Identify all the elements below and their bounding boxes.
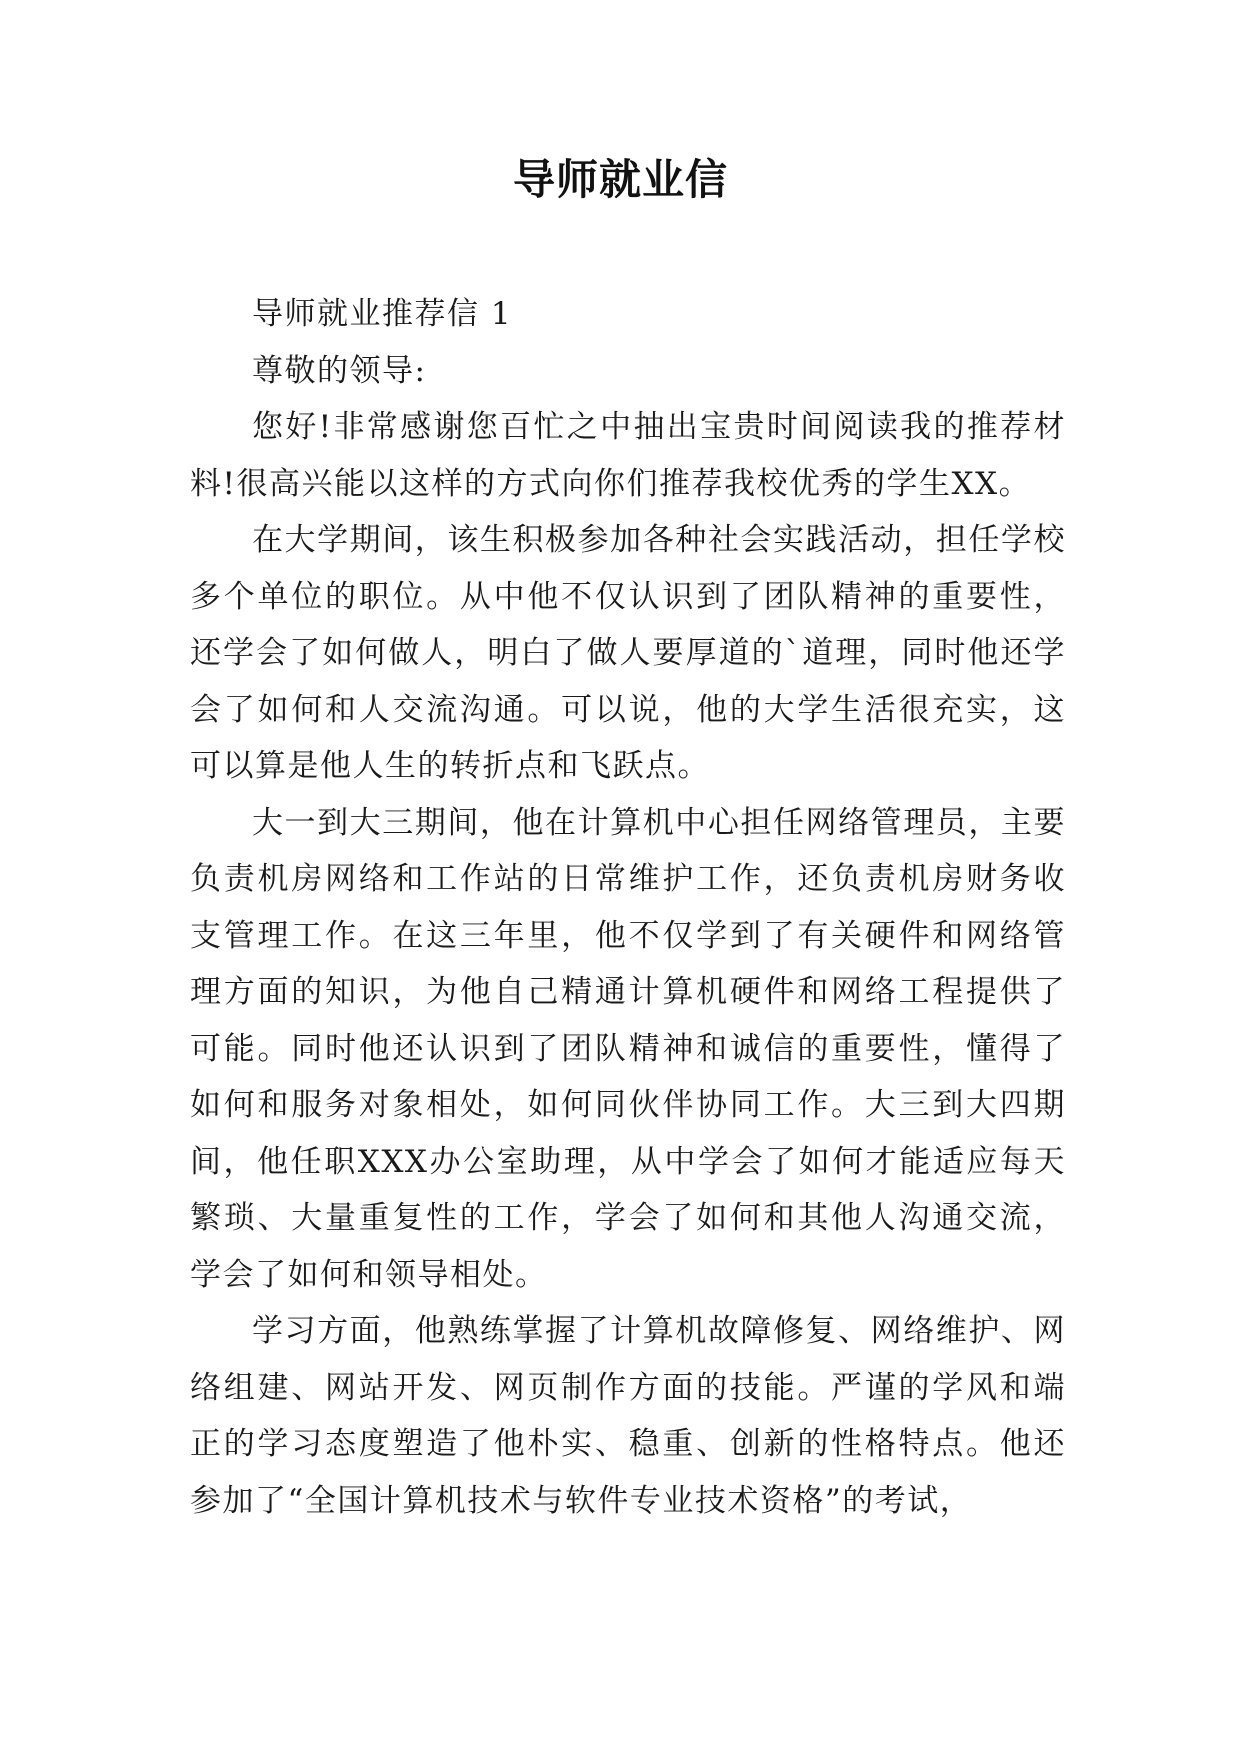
paragraph-greeting: 您好!非常感谢您百忙之中抽出宝贵时间阅读我的推荐材料!很高兴能以这样的方式向你们推荐我校优秀的学生XX。 <box>190 409 1066 502</box>
paragraph-study: 学习方面，他熟练掌握了计算机故障修复、网络维护、网络组建、网站开发、网页制作方面的技能。严谨的学风和端正的学习态度塑造了他朴实、稳重、创新的性格特点。他还参加了“全国计算机技术与软件专业技术资格”的考试， <box>190 1313 1066 1519</box>
document-body <box>190 286 1066 1529</box>
letter-heading: 导师就业推荐信 1 <box>252 296 513 332</box>
salutation: 尊敬的领导: <box>252 352 427 389</box>
document-title: 导师就业信 <box>512 155 728 204</box>
paragraph-university: 在大学期间，该生积极参加各种社会实践活动，担任学校多个单位的职位。从中他不仅认识到了团队精神的重要性，还学会了如何做人，明白了做人要厚道的`道理，同时他还学会了如何和人交流沟通。可以说，他的大学生活很充实，这可以算是他人生的转折点和飞跃点。 <box>190 522 1066 784</box>
paragraph-work-experience: 大一到大三期间，他在计算机中心担任网络管理员，主要负责机房网络和工作站的日常维护工作，还负责机房财务收支管理工作。在这三年里，他不仅学到了有关硬件和网络管理方面的知识，为他自己精通计算机硬件和网络工程提供了可能。同时他还认识到了团队精神和诚信的重要性，懂得了如何和服务对象相处，如何同伙伴协同工作。大三到大四期间，他任职XXX办公室助理，从中学会了如何才能适应每天繁琐、大量重复性的工作，学会了如何和其他人沟通交流，学会了如何和领导相处。 <box>190 804 1066 1293</box>
